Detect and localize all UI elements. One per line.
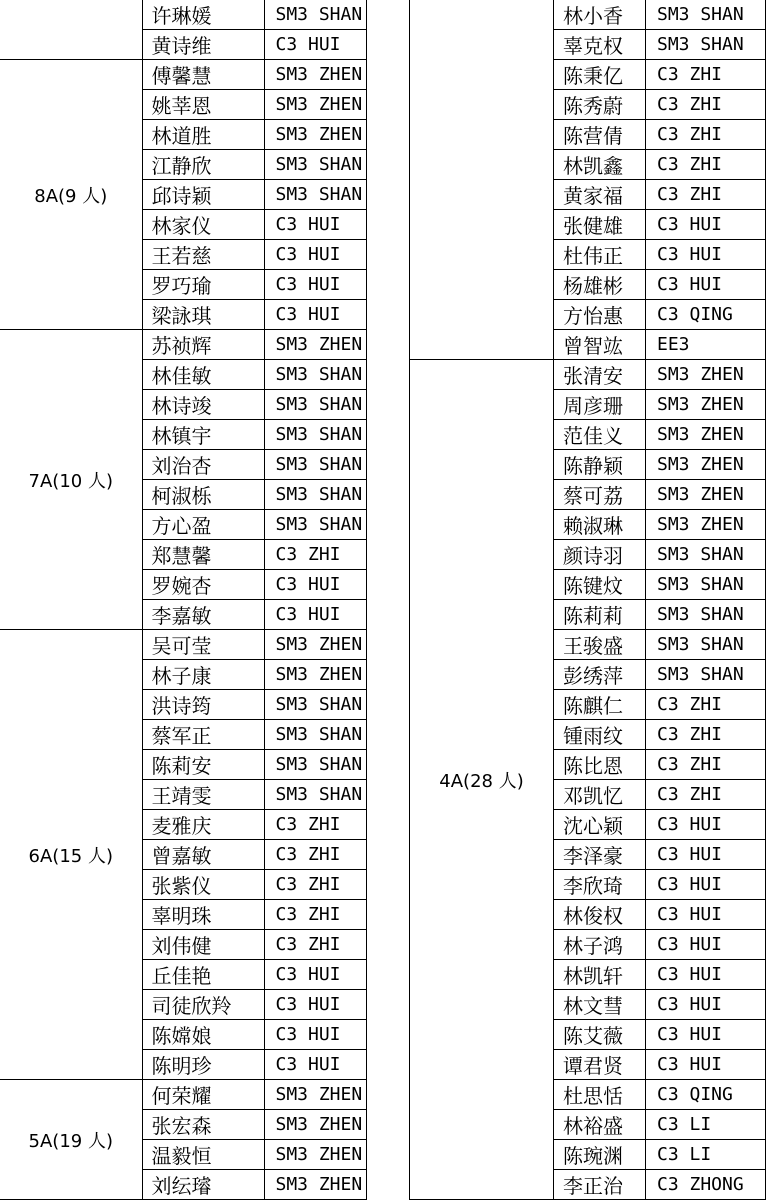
class-group-cell: 4A(28 人) (410, 360, 554, 1200)
right-roster-table (409, 0, 766, 1200)
student-name-cell: 苏祯辉 (142, 330, 264, 360)
table-row (410, 0, 766, 30)
student-name-cell: 彭绣萍 (554, 660, 646, 690)
class-code-cell: SM3 SHAN (264, 720, 366, 750)
student-name-cell: 林凯鑫 (554, 150, 646, 180)
class-code-cell: C3 HUI (646, 1020, 766, 1050)
class-code-cell: C3 ZHI (264, 900, 366, 930)
class-code-cell: SM3 ZHEN (264, 120, 366, 150)
class-code-cell: SM3 SHAN (646, 600, 766, 630)
class-code-cell: SM3 ZHEN (264, 60, 366, 90)
class-code-cell: C3 HUI (646, 900, 766, 930)
class-code-cell: C3 ZHI (264, 930, 366, 960)
class-code-cell: SM3 ZHEN (264, 1140, 366, 1170)
class-code-cell: C3 ZHI (646, 750, 766, 780)
class-code-cell: C3 ZHI (646, 180, 766, 210)
class-code-cell: SM3 ZHEN (646, 480, 766, 510)
class-code-cell: C3 QING (646, 1080, 766, 1110)
class-code-cell: C3 HUI (264, 990, 366, 1020)
student-name-cell: 李嘉敏 (142, 600, 264, 630)
student-name-cell: 丘佳艳 (142, 960, 264, 990)
student-name-cell: 林佳敏 (142, 360, 264, 390)
student-name-cell: 何荣耀 (142, 1080, 264, 1110)
table-row (0, 0, 366, 30)
class-code-cell: C3 HUI (646, 1050, 766, 1080)
student-name-cell: 杨雄彬 (554, 270, 646, 300)
student-name-cell: 赖淑琳 (554, 510, 646, 540)
student-name-cell: 陈秀蔚 (554, 90, 646, 120)
student-name-cell: 方怡惠 (554, 300, 646, 330)
table-row (0, 330, 366, 360)
student-name-cell: 陈营倩 (554, 120, 646, 150)
class-group-cell (410, 0, 554, 360)
class-code-cell: SM3 ZHEN (646, 510, 766, 540)
class-code-cell: C3 HUI (646, 840, 766, 870)
student-name-cell: 沈心颖 (554, 810, 646, 840)
class-code-cell: C3 ZHI (646, 690, 766, 720)
table-row (0, 60, 366, 90)
student-name-cell: 陈琬渊 (554, 1140, 646, 1170)
class-code-cell: SM3 ZHEN (264, 90, 366, 120)
class-code-cell: C3 HUI (264, 570, 366, 600)
student-name-cell: 辜明珠 (142, 900, 264, 930)
class-code-cell: C3 HUI (264, 1020, 366, 1050)
student-name-cell: 郑慧馨 (142, 540, 264, 570)
table-row (410, 360, 766, 390)
class-group-cell: 8A(9 人) (0, 60, 142, 330)
student-name-cell: 陈比恩 (554, 750, 646, 780)
class-code-cell: C3 ZHONG (646, 1170, 766, 1200)
student-name-cell: 傅馨慧 (142, 60, 264, 90)
class-group-cell (0, 0, 142, 60)
student-name-cell: 刘伟健 (142, 930, 264, 960)
student-name-cell: 李泽豪 (554, 840, 646, 870)
student-name-cell: 邓凯忆 (554, 780, 646, 810)
student-name-cell: 张宏森 (142, 1110, 264, 1140)
class-code-cell: SM3 ZHEN (264, 1080, 366, 1110)
student-name-cell: 姚莘恩 (142, 90, 264, 120)
student-name-cell: 黄诗维 (142, 30, 264, 60)
class-code-cell: C3 LI (646, 1140, 766, 1170)
student-name-cell: 曾智竑 (554, 330, 646, 360)
class-code-cell: C3 ZHI (264, 540, 366, 570)
student-name-cell: 罗巧瑜 (142, 270, 264, 300)
class-group-cell: 6A(15 人) (0, 630, 142, 1080)
class-code-cell: SM3 ZHEN (646, 360, 766, 390)
class-code-cell: C3 HUI (646, 870, 766, 900)
class-code-cell: C3 HUI (264, 240, 366, 270)
student-name-cell: 方心盈 (142, 510, 264, 540)
class-code-cell: SM3 SHAN (646, 630, 766, 660)
student-name-cell: 林裕盛 (554, 1110, 646, 1140)
class-code-cell: SM3 SHAN (646, 30, 766, 60)
student-name-cell: 王靖雯 (142, 780, 264, 810)
class-code-cell: SM3 SHAN (646, 540, 766, 570)
class-code-cell: SM3 SHAN (264, 750, 366, 780)
class-code-cell: C3 HUI (264, 1050, 366, 1080)
student-name-cell: 罗婉杏 (142, 570, 264, 600)
left-roster-table (0, 0, 367, 1200)
student-name-cell: 周彦珊 (554, 390, 646, 420)
student-name-cell: 洪诗筠 (142, 690, 264, 720)
class-code-cell: C3 HUI (264, 30, 366, 60)
student-name-cell: 江静欣 (142, 150, 264, 180)
class-code-cell: SM3 SHAN (264, 420, 366, 450)
student-name-cell: 张紫仪 (142, 870, 264, 900)
student-name-cell: 林文彗 (554, 990, 646, 1020)
student-name-cell: 陈莉安 (142, 750, 264, 780)
student-name-cell: 林诗竣 (142, 390, 264, 420)
student-name-cell: 辜克权 (554, 30, 646, 60)
student-name-cell: 范佳义 (554, 420, 646, 450)
student-name-cell: 邱诗颖 (142, 180, 264, 210)
class-code-cell: C3 ZHI (646, 90, 766, 120)
class-code-cell: SM3 ZHEN (646, 390, 766, 420)
class-code-cell: EE3 (646, 330, 766, 360)
class-code-cell: SM3 ZHEN (264, 330, 366, 360)
class-code-cell: SM3 SHAN (646, 660, 766, 690)
student-name-cell: 林凯轩 (554, 960, 646, 990)
student-name-cell: 林家仪 (142, 210, 264, 240)
student-name-cell: 陈麒仁 (554, 690, 646, 720)
student-name-cell: 柯淑栎 (142, 480, 264, 510)
student-name-cell: 李正治 (554, 1170, 646, 1200)
student-name-cell: 麦雅庆 (142, 810, 264, 840)
class-code-cell: SM3 SHAN (264, 150, 366, 180)
class-code-cell: SM3 SHAN (264, 480, 366, 510)
class-code-cell: C3 HUI (264, 600, 366, 630)
student-name-cell: 曾嘉敏 (142, 840, 264, 870)
class-code-cell: SM3 ZHEN (646, 420, 766, 450)
class-code-cell: SM3 SHAN (264, 180, 366, 210)
student-name-cell: 吴可莹 (142, 630, 264, 660)
class-code-cell: SM3 SHAN (646, 570, 766, 600)
student-name-cell: 李欣琦 (554, 870, 646, 900)
table-row (0, 1080, 366, 1110)
class-code-cell: SM3 SHAN (264, 690, 366, 720)
class-code-cell: SM3 SHAN (264, 360, 366, 390)
student-name-cell: 谭君贤 (554, 1050, 646, 1080)
student-name-cell: 许琳媛 (142, 0, 264, 30)
student-name-cell: 陈艾薇 (554, 1020, 646, 1050)
class-code-cell: SM3 ZHEN (646, 450, 766, 480)
student-name-cell: 陈键炆 (554, 570, 646, 600)
student-name-cell: 蔡军正 (142, 720, 264, 750)
student-name-cell: 王骏盛 (554, 630, 646, 660)
student-name-cell: 司徒欣羚 (142, 990, 264, 1020)
class-code-cell: C3 HUI (264, 210, 366, 240)
student-name-cell: 林子鸿 (554, 930, 646, 960)
class-code-cell: C3 HUI (646, 240, 766, 270)
class-group-cell: 5A(19 人) (0, 1080, 142, 1200)
class-code-cell: C3 HUI (646, 930, 766, 960)
class-code-cell: SM3 SHAN (646, 0, 766, 30)
class-code-cell: SM3 SHAN (264, 0, 366, 30)
class-code-cell: C3 HUI (646, 990, 766, 1020)
student-name-cell: 锺雨纹 (554, 720, 646, 750)
student-name-cell: 陈莉莉 (554, 600, 646, 630)
student-name-cell: 刘治杏 (142, 450, 264, 480)
student-name-cell: 张清安 (554, 360, 646, 390)
class-code-cell: C3 LI (646, 1110, 766, 1140)
student-name-cell: 颜诗羽 (554, 540, 646, 570)
student-name-cell: 陈嫦娘 (142, 1020, 264, 1050)
student-name-cell: 林小香 (554, 0, 646, 30)
student-name-cell: 陈静颖 (554, 450, 646, 480)
class-code-cell: C3 ZHI (646, 780, 766, 810)
class-code-cell: SM3 SHAN (264, 390, 366, 420)
class-code-cell: SM3 ZHEN (264, 1110, 366, 1140)
class-code-cell: C3 ZHI (264, 870, 366, 900)
student-name-cell: 刘纭璿 (142, 1170, 264, 1200)
student-name-cell: 杜伟正 (554, 240, 646, 270)
class-code-cell: C3 ZHI (646, 120, 766, 150)
class-code-cell: C3 HUI (646, 210, 766, 240)
student-name-cell: 梁詠琪 (142, 300, 264, 330)
student-name-cell: 林道胜 (142, 120, 264, 150)
class-code-cell: C3 ZHI (646, 60, 766, 90)
class-code-cell: C3 HUI (646, 810, 766, 840)
class-code-cell: C3 ZHI (646, 150, 766, 180)
class-code-cell: SM3 ZHEN (264, 660, 366, 690)
class-code-cell: SM3 SHAN (264, 510, 366, 540)
class-code-cell: C3 ZHI (646, 720, 766, 750)
class-code-cell: C3 QING (646, 300, 766, 330)
class-code-cell: C3 HUI (264, 300, 366, 330)
student-name-cell: 张健雄 (554, 210, 646, 240)
class-code-cell: C3 HUI (646, 960, 766, 990)
student-name-cell: 陈秉亿 (554, 60, 646, 90)
class-code-cell: SM3 ZHEN (264, 630, 366, 660)
class-code-cell: SM3 ZHEN (264, 1170, 366, 1200)
class-group-cell: 7A(10 人) (0, 330, 142, 630)
student-name-cell: 王若慈 (142, 240, 264, 270)
student-name-cell: 杜思恬 (554, 1080, 646, 1110)
student-name-cell: 陈明珍 (142, 1050, 264, 1080)
student-name-cell: 林子康 (142, 660, 264, 690)
class-code-cell: C3 ZHI (264, 810, 366, 840)
class-code-cell: C3 HUI (264, 270, 366, 300)
student-name-cell: 林俊权 (554, 900, 646, 930)
table-row (0, 630, 366, 660)
class-code-cell: SM3 SHAN (264, 780, 366, 810)
student-name-cell: 林镇宇 (142, 420, 264, 450)
class-code-cell: C3 HUI (264, 960, 366, 990)
student-name-cell: 黄家福 (554, 180, 646, 210)
class-code-cell: C3 HUI (646, 270, 766, 300)
student-name-cell: 温毅恒 (142, 1140, 264, 1170)
class-code-cell: SM3 SHAN (264, 450, 366, 480)
student-name-cell: 蔡可荔 (554, 480, 646, 510)
class-code-cell: C3 ZHI (264, 840, 366, 870)
